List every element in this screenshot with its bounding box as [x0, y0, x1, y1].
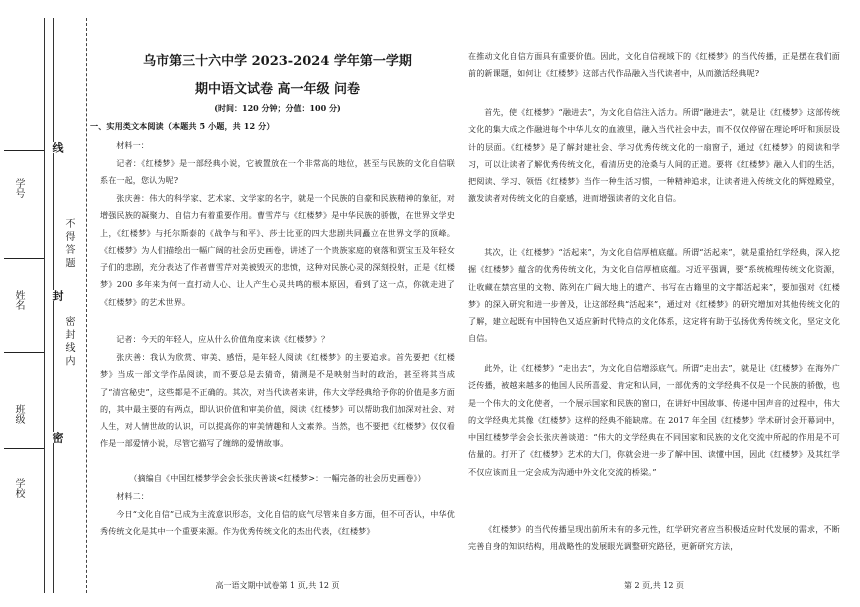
page-footer: 高一语文期中试卷第 1 页,共 12 页	[215, 581, 340, 590]
student-id-label: 学号	[13, 178, 24, 198]
student-id-underline	[4, 150, 44, 151]
paragraph: 其次，让《红楼梦》“活起来”，为文化自信厚植底蕴。所谓“活起来”，就是重拾红学经典，深入挖掘《红楼梦》蕴含的优秀传统文化，为文化自信厚植底蕴。习近平强调，要“系统梳理传统文化资源，让收藏在禁宫里的文物、陈列在广阔大地上的遗产、书写在古籍里的文字都活起来”，要加强对《红楼梦》的深入研究和进一步普及，让这部经典“活起来”，通过对《红楼梦》的研究增加对其他传统文化的了解，建立起既有中国特色又适应新时代特点的文化体系，这定将有助于弘扬优秀传统文化，坚定文化自信。	[468, 247, 840, 344]
paragraph: 今日“文化自信”已成为主流意识形态，文化自信的底气尽管来自多方面，但不可否认，中华优秀传统文化是其中一个重要来源。作为优秀传统文化的杰出代表，《红楼梦》	[100, 509, 455, 537]
exam-meta: (时间：120 分钟；分值：100 分)	[214, 103, 341, 113]
exam-subtitle: 期中语文试卷 高一年级 问卷	[194, 82, 361, 97]
source-citation: （摘编自《中国红楼梦学会会长张庆善谈<红楼梦>：一幅完备的社会历史画卷》）	[129, 473, 426, 483]
paragraph: 首先，使《红楼梦》“融进去”，为文化自信注入活力。所谓“融进去”，就是让《红楼梦》这部传统文化的集大成之作融进每个中华儿女的血液里，融入当代社会中去，而不仅仅停留在理论呼吁和顶层设计的层面。《红楼梦》是了解封建社会、学习优秀传统文化的一扇窗子，通过《红楼梦》的阅读和学习，可以让读者了解优秀传统文化，看清历史的沧桑与人间的正道。要将《红楼梦》融入人们的生活，把阅读、学习、领悟《红楼梦》当作一种生活习惯，一种精神追求，让读者进入传统文化的辉煌殿堂，激发读者对传统文化的自豪感，进而增强读者的文化自信。	[468, 107, 840, 204]
binding-line-inner	[53, 18, 54, 593]
name-label: 姓名	[13, 290, 24, 310]
paragraph: 在推动文化自信方面具有重要价值。因此，文化自信视域下的《红楼梦》的当代传播，正是摆在我们面前的新课题，如何让《红楼梦》这部古代作品融入当代读者中，从而激活经典呢?	[468, 51, 840, 79]
binding-margin	[0, 0, 95, 607]
paragraph: 记者：今天的年轻人，应从什么价值角度来读《红楼梦》？	[116, 334, 330, 344]
school-label: 学校	[13, 478, 24, 498]
paragraph: 《红楼梦》的当代传播呈现出前所未有的多元性，红学研究者应当积极适应时代发展的需求，不断完善自身的知识结构，用战略性的发展眼光调整研究路径，更新研究方法，	[468, 524, 840, 552]
material-two-label: 材料二：	[116, 491, 149, 501]
class-label: 班级	[13, 404, 24, 424]
no-answer-text: 不 得 答 题	[63, 218, 74, 268]
paragraph: 此外，让《红楼梦》“走出去”，为文化自信增添底气。所谓“走出去”，就是让《红楼梦》在海外广泛传播，被越来越多的他国人民所喜爱、肯定和认同，一部优秀的文学经典不仅是一个民族的骄傲，也是一个伟大的文化使者，一个展示国家和民族的窗口，在讲好中国故事、传递中国声音的过程中，伟大的文学经典尤其像《红楼梦》这样的经典不能缺席。在 2017 年全国《红楼梦》学术研讨会开幕词中，中国红楼梦学会会长张庆善谈道：“伟大的文学经典在不同国家和民族的文化交流中所起的作用是不可估量的。打开了《红楼梦》艺术的大门，你就会进一步了解中国、读懂中国，因此《红楼梦》及其红学不仅应该而且一定会成为沟通中外文化交流的桥梁。”	[468, 363, 840, 477]
section-heading: 一、实用类文本阅读（本题共 5 小题，共 12 分）	[90, 121, 275, 131]
class-underline	[4, 352, 44, 353]
name-underline	[4, 258, 44, 259]
seal-char-secret: 密	[51, 432, 64, 443]
page-footer: 第 2 页,共 12 页	[624, 581, 684, 590]
school-underline	[4, 448, 44, 449]
sealed-line-inside-text: 密 封 线 内	[63, 316, 74, 366]
paragraph: 张庆善：伟大的科学家、艺术家、文学家的名字，就是一个民族的自豪和民族精神的象征，对增强民族的凝聚力、自信力有着重要作用。曹雪芹与《红楼梦》是中华民族的骄傲，在世界文学史上，《红楼梦》与托尔斯泰的《战争与和平》、莎士比亚的四大悲剧共同矗立在世界文学的顶峰。《红楼梦》为人们描绘出一幅广阔的社会历史画卷，讲述了一个贵族家庭的衰落和贾宝玉及年轻女子们的悲剧，充分表达了作者曹雪芹对美被毁灭的悲愤，这种对民族心灵的深刻投射，正是《红楼梦》200 多年来为何一直打动人心、让人产生心灵共鸣的根本原因，看到了这一点，你就走进了《红楼梦》的艺术世界。	[100, 193, 455, 307]
paragraph: 记者：《红楼梦》是一部经典小说，它被置放在一个非常高的地位，甚至与民族的文化自信联系在一起，您认为呢?	[100, 158, 455, 186]
binding-dashed-line	[86, 18, 87, 593]
seal-char-seal: 封	[51, 290, 64, 301]
exam-title: 乌市第三十六中学 2023-2024 学年第一学期	[143, 54, 412, 69]
paragraph: 张庆善：我认为欣赏、审美、感悟，是年轻人阅读《红楼梦》的主要追求。首先要把《红楼梦》当成一部文学作品阅读，而不要总是去猜奇，猜测是不是映射当时的政治，甚至将其当成了“清宫秘史”，这些都是不正确的。其次，对当代读者来讲，伟大文学经典给予你的价值是多方面的，其中最主要的有两点，即认识价值和审美价值，阅读《红楼梦》可以帮助我们加深对社会、对人生，对人情世故的认识，可以提高你的审美情趣和人文素养。当然，也不要把《红楼梦》仅仅看作是一部爱情小说，尽管它描写了缠绵的爱情故事。	[100, 352, 455, 449]
seal-char-line: 线	[51, 142, 64, 153]
material-one-label: 材料一：	[116, 140, 149, 150]
binding-line-outer	[44, 18, 45, 593]
